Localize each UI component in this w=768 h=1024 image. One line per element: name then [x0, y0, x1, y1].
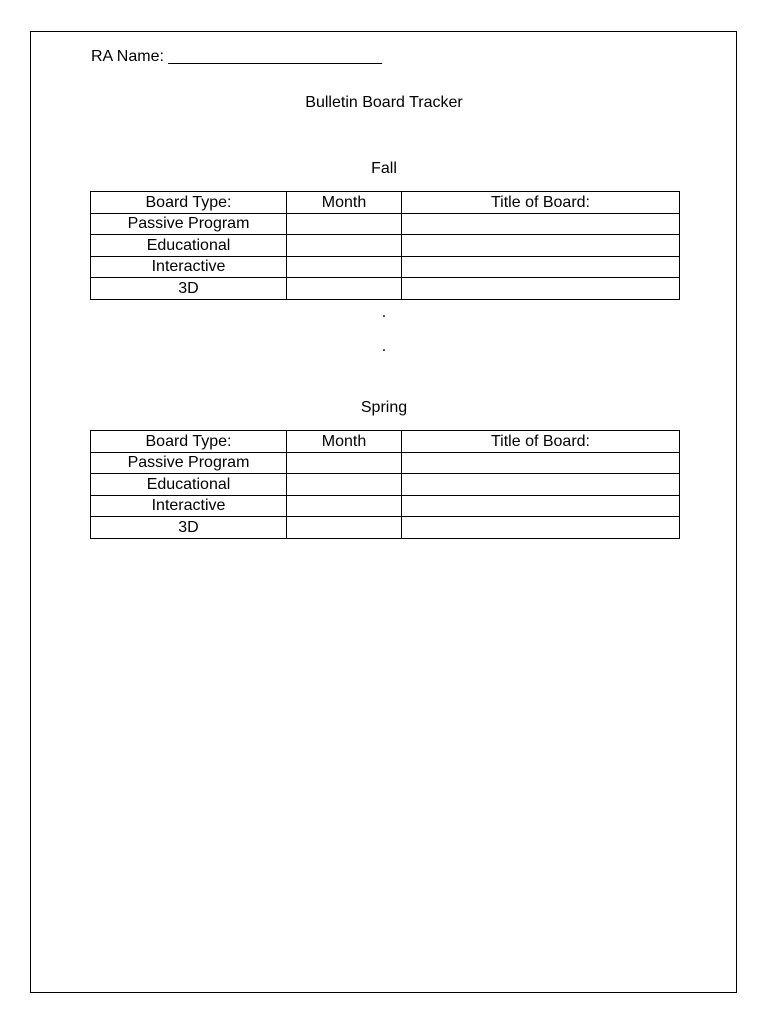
board-type-cell: Passive Program: [91, 213, 287, 235]
board-type-cell: Passive Program: [91, 452, 287, 474]
table-row: [91, 474, 680, 496]
table-row: [91, 256, 680, 278]
title-cell[interactable]: [402, 452, 680, 474]
table-row: [91, 495, 680, 517]
table-row: [91, 213, 680, 235]
header-month: Month: [287, 192, 402, 214]
separator-dot: .: [381, 338, 387, 355]
month-cell[interactable]: [287, 474, 402, 496]
table-row: [91, 517, 680, 539]
title-cell[interactable]: [402, 256, 680, 278]
title-cell[interactable]: [402, 495, 680, 517]
ra-name-field[interactable]: RA Name: ________________________: [91, 48, 382, 65]
page-title: Bulletin Board Tracker: [305, 94, 463, 111]
board-type-cell: Interactive: [91, 256, 287, 278]
header-title-of-board: Title of Board:: [402, 431, 680, 453]
month-cell[interactable]: [287, 517, 402, 539]
board-type-cell: 3D: [91, 517, 287, 539]
table-header-row: [91, 192, 680, 214]
header-month: Month: [287, 431, 402, 453]
board-type-cell: Interactive: [91, 495, 287, 517]
spring-heading: Spring: [360, 399, 408, 416]
month-cell[interactable]: [287, 495, 402, 517]
separator-dot: .: [381, 304, 387, 321]
header-title-of-board: Title of Board:: [402, 192, 680, 214]
board-type-cell: Educational: [91, 235, 287, 257]
month-cell[interactable]: [287, 235, 402, 257]
header-board-type: Board Type:: [91, 192, 287, 214]
title-cell[interactable]: [402, 278, 680, 300]
spring-table: [90, 430, 680, 539]
month-cell[interactable]: [287, 213, 402, 235]
month-cell[interactable]: [287, 278, 402, 300]
board-type-cell: 3D: [91, 278, 287, 300]
fall-heading: Fall: [371, 160, 397, 177]
board-type-cell: Educational: [91, 474, 287, 496]
title-cell[interactable]: [402, 517, 680, 539]
fall-table: [90, 191, 680, 300]
table-header-row: [91, 431, 680, 453]
month-cell[interactable]: [287, 256, 402, 278]
table-row: [91, 278, 680, 300]
title-cell[interactable]: [402, 474, 680, 496]
month-cell[interactable]: [287, 452, 402, 474]
table-row: [91, 452, 680, 474]
title-cell[interactable]: [402, 235, 680, 257]
header-board-type: Board Type:: [91, 431, 287, 453]
title-cell[interactable]: [402, 213, 680, 235]
table-row: [91, 235, 680, 257]
